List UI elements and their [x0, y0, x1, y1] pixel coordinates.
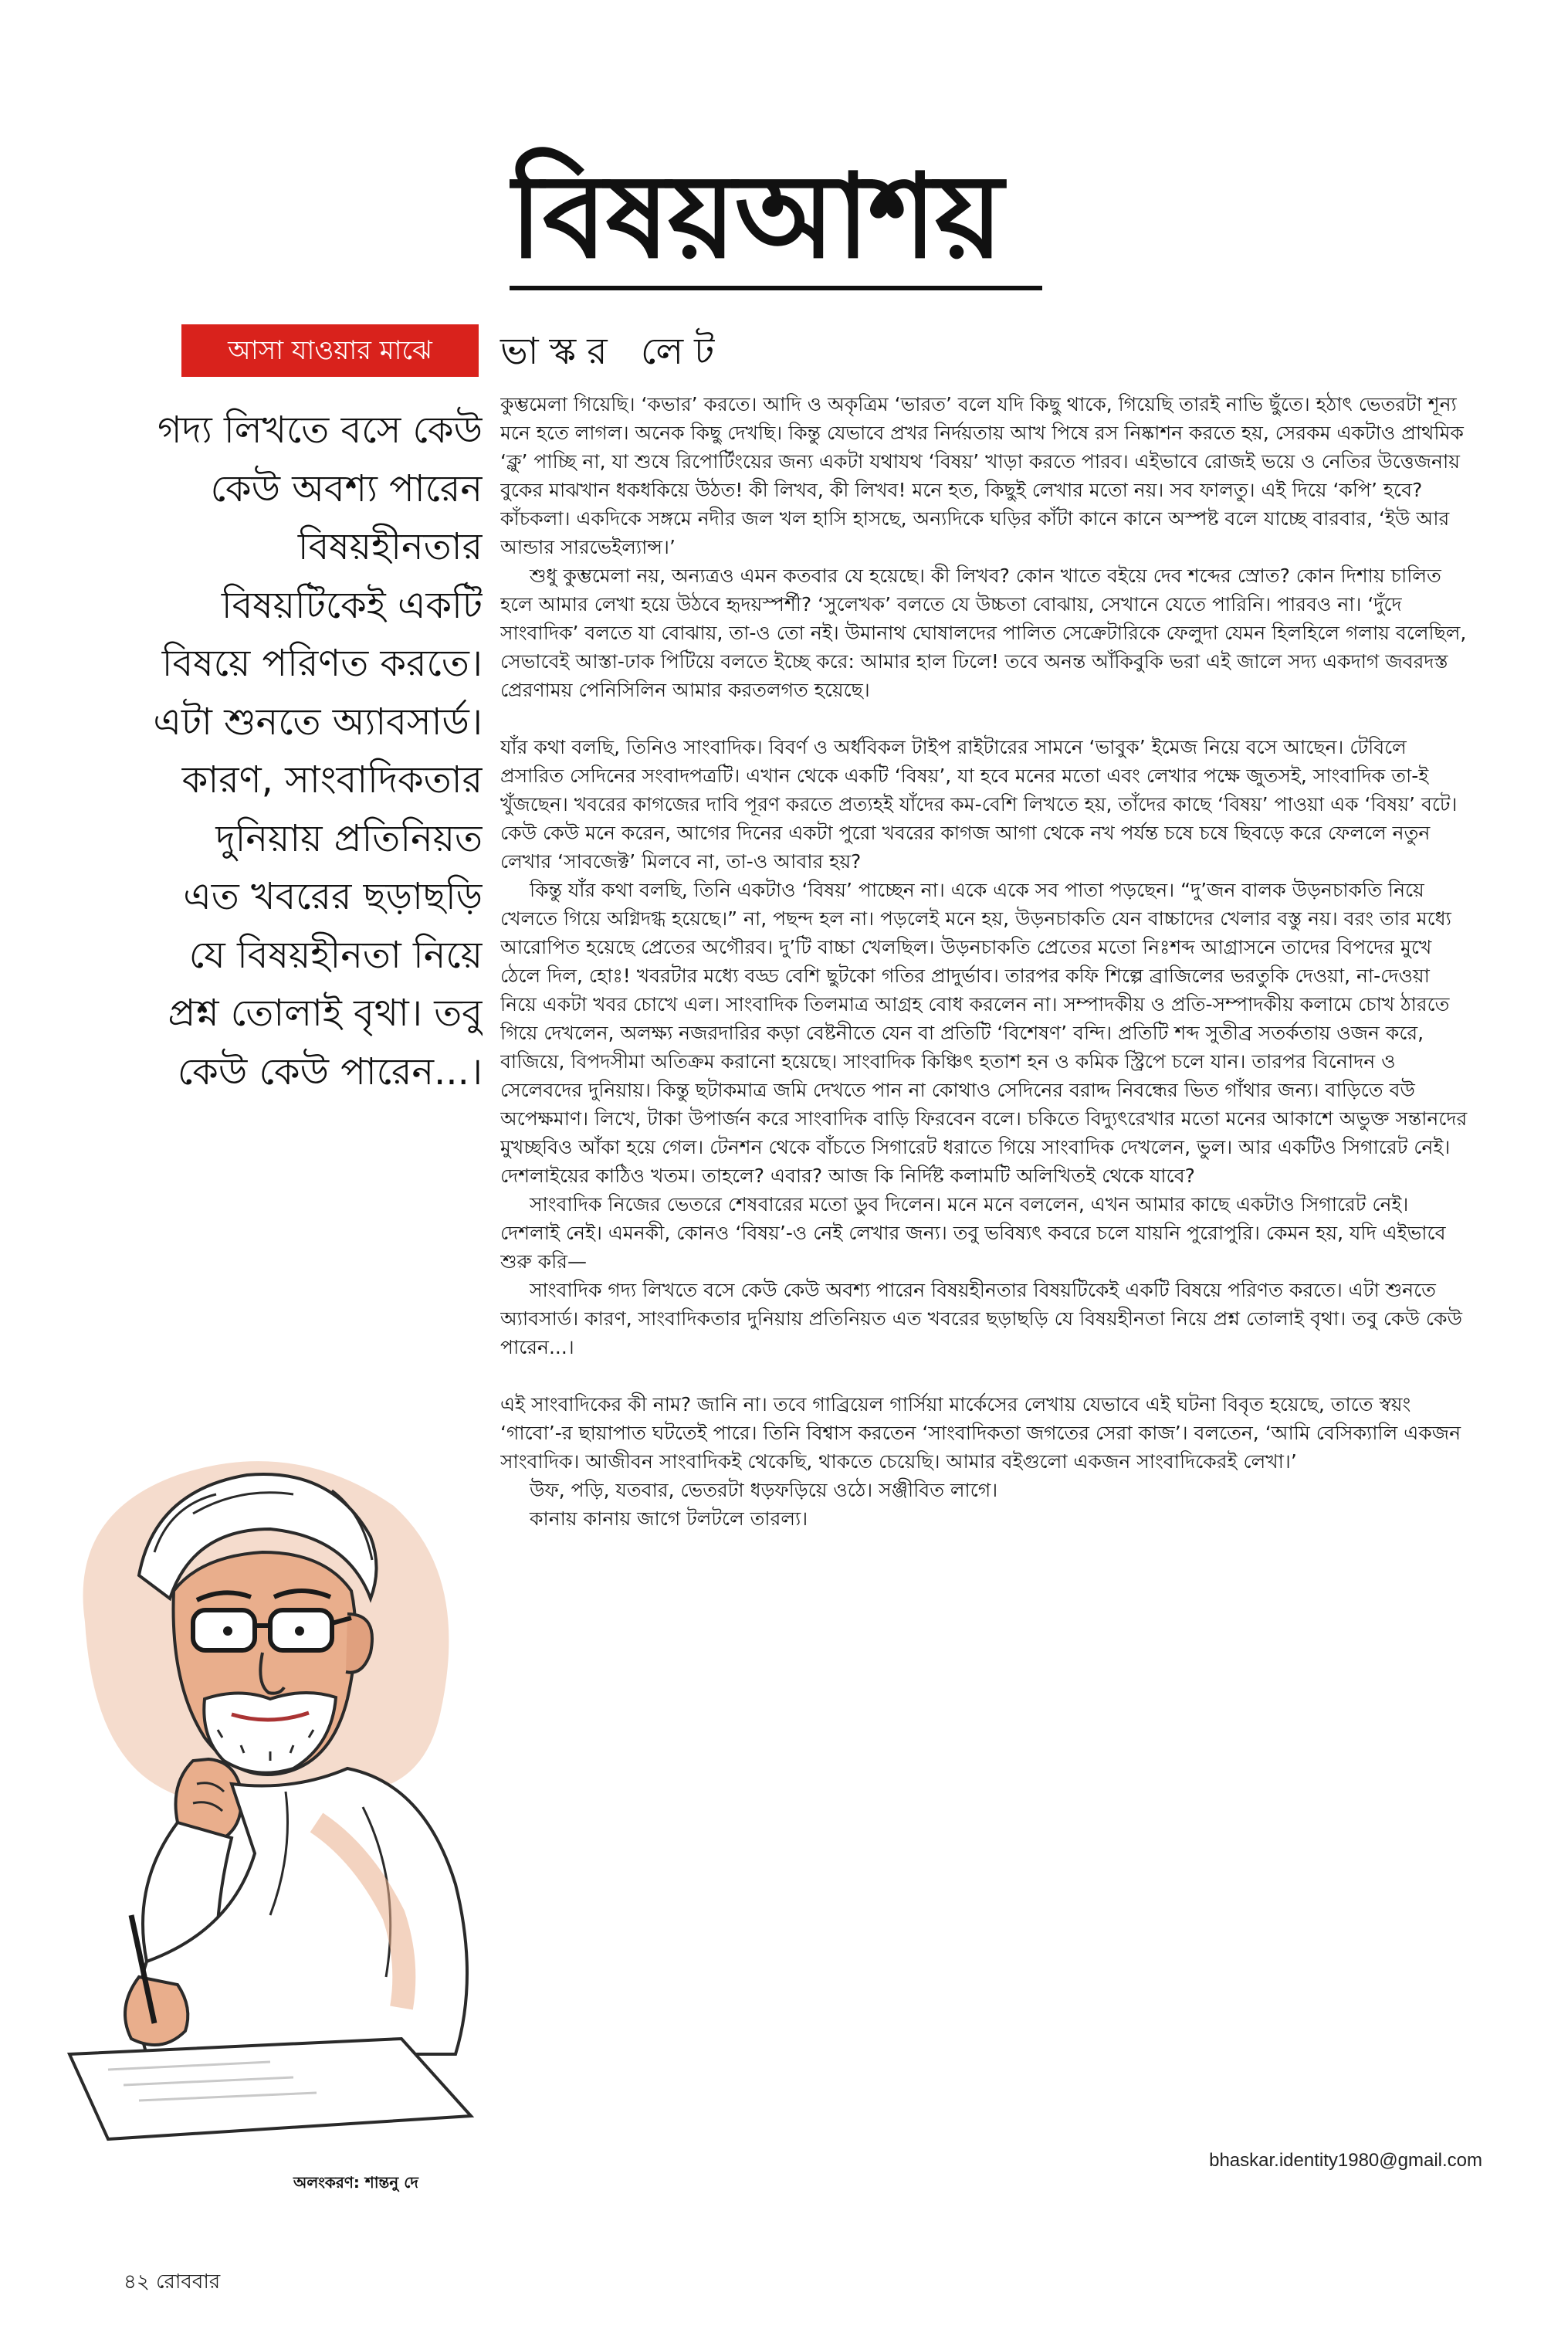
section-badge: আসা যাওয়ার মাঝে: [181, 324, 479, 377]
article-paragraph: উফ, পড়ি, যতবার, ভেতরটা ধড়ফড়িয়ে ওঠে। সঞ্জীবিত লাগে।: [530, 1479, 998, 1501]
article-paragraph: সাংবাদিক গদ্য লিখতে বসে কেউ কেউ অবশ্য পারেন বিষয়হীনতার বিষয়টিকেই একটি বিষয়ে পরিণত করতে। এটা শুনতে অ্যাবসার্ড। কারণ, সাংবাদিকতার দুনিয়ায় প্রতিনিয়ত এত খবরের ছড়াছড়ি যে বিষয়হীনতা নিয়ে প্রশ্ন তোলাই বৃথা। তবু কেউ কেউ পারেন...।: [500, 1279, 1462, 1358]
illustration-credit: অলংকরণ: শান্তনু দে: [293, 2173, 418, 2192]
article-paragraph: সাংবাদিক নিজের ভেতরে শেষবারের মতো ডুব দিলেন। মনে মনে বললেন, এখন আমার কাছে একটাও সিগারেট নেই। দেশলাই নেই। এমনকী, কোনও ‘বিষয়’-ও নেই লেখার জন্য। তবু ভবিষ্যৎ কবরে চলে যায়নি পুরোপুরি। কেমন হয়, যদি এইভাবে শুরু করি—: [500, 1193, 1446, 1273]
article-paragraph: কুম্ভমেলা গিয়েছি। ‘কভার’ করতে। আদি ও অকৃত্রিম ‘ভারত’ বলে যদি কিছু থাকে, গিয়েছি তারই নাভি ছুঁতে। হঠাৎ ভেতরটা শূন্য মনে হতে লাগল। অনেক কিছু দেখছি। কিন্তু যেভাবে প্রখর নির্দয়তায় আখ পিষে রস নিষ্কাশন করতে হয়, সেরকম একটাও প্রাথমিক ‘ক্লু’ পাচ্ছি না, যা শুষে রিপোর্টিংয়ের জন্য একটা যথাযথ ‘বিষয়’ খাড়া করতে পারব। এইভাবে রোজই ভয়ে ও নেতির উত্তেজনায় বুকের মাঝখান ধকধকিয়ে উঠত! কী লিখব, কী লিখব! মনে হত, কিছুই লেখার মতো নয়। সব ফালতু। এই দিয়ে ‘কপি’ হবে? কাঁচকলা। একদিকে সঙ্গমে নদীর জল খল হাসি হাসছে, অন্যদিকে ঘড়ির কাঁটা কানে কানে অস্পষ্ট বলে যাচ্ছে বারবার, ‘ইউ আর আন্ডার সারভেইল্যান্স।’: [500, 393, 1464, 558]
article-paragraph: শুধু কুম্ভমেলা নয়, অন্যত্রও এমন কতবার যে হয়েছে। কী লিখব? কোন খাতে বইয়ে দেব শব্দের স্রোত? কোন দিশায় চালিত হলে আমার লেখা হয়ে উঠবে হৃদয়স্পর্শী? ‘সুলেখক’ বলতে যে উচ্চতা বোঝায়, সেখানে যেতে পারিনি। পারবও না। ‘দুঁদে সাংবাদিক’ বলতে যা বোঝায়, তা-ও তো নই। উমানাথ ঘোষালদের পালিত সেক্রেটারিকে ফেলুদা যেমন হিলহিলে গলায় বলেছিল, সেভাবেই আস্তা-ঢাক পিটিয়ে বলতে ইচ্ছে করে: আমার হাল ঢিলে! তবে অনন্ত আঁকিবুকি ভরা এই জালে সদ্য একদাগ জবরদস্ত প্রেরণাময় পেনিসিলিন আমার করতলগত হয়েছে।: [500, 565, 1467, 701]
writer-sketch-icon: [39, 1421, 502, 2155]
article-paragraph: যাঁর কথা বলছি, তিনিও সাংবাদিক। বিবর্ণ ও অর্ধবিকল টাইপ রাইটারের সামনে ‘ভাবুক’ ইমেজ নিয়ে বসে আছেন। টেবিলে প্রসারিত সেদিনের সংবাদপত্রটি। এখান থেকে একটি ‘বিষয়’, যা হবে মনের মতো এবং লেখার পক্ষে জুতসই, সাংবাদিক তা-ই খুঁজছেন। খবরের কাগজের দাবি পূরণ করতে প্রত্যহই যাঁদের কম-বেশি লিখতে হয়, তাঁদের কাছে ‘বিষয়’ পাওয়া এক ‘বিষয়’ বটে। কেউ কেউ মনে করেন, আগের দিনের একটা পুরো খবরের কাগজ আগা থেকে নখ পর্যন্ত চষে চষে ছিবড়ে করে ফেললে নতুন লেখার ‘সাবজেক্ট’ মিলবে না, তা-ও আবার হয়?: [500, 736, 1458, 873]
article-paragraph: কানায় কানায় জাগে টলটলে তারল্য।: [530, 1507, 808, 1530]
title-rule: [510, 286, 1042, 290]
pull-quote: গদ্য লিখতে বসে কেউ কেউ অবশ্য পারেন বিষয়হীনতার বিষয়টিকেই একটি বিষয়ে পরিণত করতে। এটা শুনতে অ্যাবসার্ড। কারণ, সাংবাদিকতার দুনিয়ায় প্রতিনিয়ত এত খবরের ছড়াছড়ি যে বিষয়হীনতা নিয়ে প্রশ্ন তোলাই বৃথা। তবু কেউ কেউ পারেন...।: [153, 409, 483, 1093]
author-byline: ভাস্কর লেট: [500, 330, 726, 373]
article-paragraph: কিন্তু যাঁর কথা বলছি, তিনি একটাও ‘বিষয়’ পাচ্ছেন না। একে একে সব পাতা পড়ছেন। “দু’জন বালক উড়নচাকতি নিয়ে খেলতে গিয়ে অগ্নিদগ্ধ হয়েছে।” না, পছন্দ হল না। পড়লেই মনে হয়, উড়নচাকতি যেন বাচ্চাদের খেলার বস্তু নয়। বরং তার মধ্যে আরোপিত হয়েছে প্রেতের অগৌরব। দু’টি বাচ্চা খেলছিল। উড়নচাকতি প্রেতের মতো নিঃশব্দ আগ্রাসনে তাদের বিপদের মুখে ঠেলে দিল, হোঃ! খবরটার মধ্যে বড্ড বেশি ছুটকো গতির প্রাদুর্ভাব। তারপর কফি শিল্পে ব্রাজিলের ভরতুকি দেওয়া, না-দেওয়া নিয়ে একটা খবর চোখে এল। সাংবাদিক তিলমাত্র আগ্রহ বোধ করলেন না। সম্পাদকীয় ও প্রতি-সম্পাদকীয় কলামে চোখ ঠারতে গিয়ে দেখলেন, অলক্ষ্য নজরদারির কড়া বেষ্টনীতে যেন বা প্রতিটি ‘বিশেষণ’ বন্দি। প্রতিটি শব্দ সুতীব্র সতর্কতায় ওজন করে, বাজিয়ে, বিপদসীমা অতিক্রম করানো হয়েছে। সাংবাদিক কিঞ্চিৎ হতাশ হন ও কমিক স্ট্রিপে চলে যান। তারপর বিনোদন ও সেলেবদের দুনিয়ায়। কিন্তু ছটাকমাত্র জমি দেখতে পান না কোথাও সেদিনের বরাদ্দ নিবন্ধের ভিত গাঁথার জন্য। বাড়িতে বউ অপেক্ষমাণ। লিখে, টাকা উপার্জন করে সাংবাদিক বাড়ি ফিরবেন বলে। চকিতে বিদ্যুৎরেখার মতো মনের আকাশে অভুক্ত সন্তানদের মুখচ্ছবিও আঁকা হয়ে গেল। টেনশন থেকে বাঁচতে সিগারেট ধরাতে গিয়ে সাংবাদিক দেখলেন, ভুল। আর একটিও সিগারেট নেই। দেশলাইয়ের কাঠিও খতম। তাহলে? এবার? আজ কি নির্দিষ্ট কলামটি অলিখিতই থেকে যাবে?: [500, 879, 1468, 1187]
article-body: [500, 390, 1469, 2128]
page-footer: ৪২ রোববার: [124, 2270, 221, 2294]
writer-illustration: [39, 1421, 502, 2155]
page-title: বিষয়আশয়: [510, 148, 1002, 284]
article-paragraph: এই সাংবাদিকের কী নাম? জানি না। তবে গাব্রিয়েল গার্সিয়া মার্কেসের লেখায় যেভাবে এই ঘটনা বিবৃত হয়েছে, তাতে স্বয়ং ‘গাবো’-র ছায়াপাত ঘটতেই পারে। তিনি বিশ্বাস করতেন ‘সাংবাদিকতা জগতের সেরা কাজ’। বলতেন, ‘আমি বেসিক্যালি একজন সাংবাদিক। আজীবন সাংবাদিকই থেকেছি, থাকতে চেয়েছি। আমার বইগুলো একজন সাংবাদিকেরই লেখা।’: [500, 1393, 1461, 1473]
author-email: bhaskar.identity1980@gmail.com: [1209, 2150, 1482, 2171]
